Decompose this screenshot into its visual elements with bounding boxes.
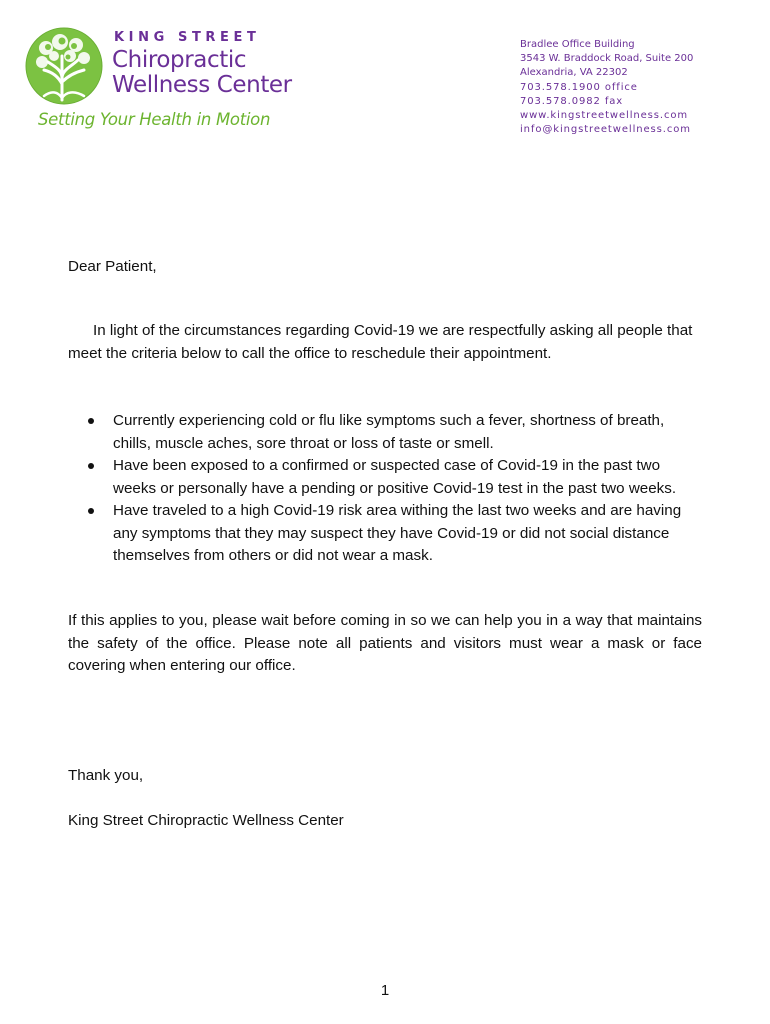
criteria-list <box>68 410 702 568</box>
letter-closing-paragraph: If this applies to you, please wait before coming in so we can help you in a way that maintains the safety of the office. Please note all patients and visitors must wear a mask or face covering when entering our office. <box>68 612 702 674</box>
list-item <box>68 410 702 455</box>
list-item <box>68 455 702 500</box>
letter-greeting: Dear Patient, <box>68 258 157 275</box>
contact-fax: 703.578.0982 fax <box>520 95 624 107</box>
list-item-text: Have been exposed to a confirmed or suspected case of Covid-19 in the past two weeks or personally have a pending or positive Covid-19 test in the past two weeks. <box>113 457 677 497</box>
logo-name-line3: Wellness Center <box>112 72 292 98</box>
contact-block <box>520 38 755 137</box>
letter-signature: King Street Chiropractic Wellness Center <box>68 812 344 829</box>
list-item-text: Have traveled to a high Covid-19 risk area withing the last two weeks and are having any symptoms that they may suspect they have Covid-19 or did not social distance themselves from others or did not wear a mask. <box>113 502 682 564</box>
contact-website[interactable]: www.kingstreetwellness.com <box>520 110 689 122</box>
bullet-icon <box>88 463 94 469</box>
page-number: 1 <box>380 982 390 999</box>
letterhead-logo <box>22 26 312 136</box>
contact-office-phone: 703.578.1900 office <box>520 81 638 93</box>
contact-email[interactable]: info@kingstreetwellness.com <box>520 124 691 136</box>
contact-city: Alexandria, VA 22302 <box>520 67 628 79</box>
contact-building: Bradlee Office Building <box>520 39 635 50</box>
bullet-icon <box>88 508 94 514</box>
logo-name-line1: KING STREET <box>114 30 261 45</box>
list-item <box>68 500 702 568</box>
bullet-icon <box>88 418 94 424</box>
letter-sign-off: Thank you, <box>68 767 144 784</box>
letter-intro: In light of the circumstances regarding Covid-19 we are respectfully asking all people that meet the criteria below to call the office to reschedule their appointment. <box>68 322 693 362</box>
tree-circle-icon <box>24 26 104 106</box>
contact-street: 3543 W. Braddock Road, Suite 200 <box>520 53 694 65</box>
logo-tagline: Setting Your Health in Motion <box>38 110 271 129</box>
list-item-text: Currently experiencing cold or flu like symptoms such a fever, shortness of breath, chills, muscle aches, sore throat or loss of taste or smell. <box>113 412 665 452</box>
logo-name-line2: Chiropractic <box>112 47 247 73</box>
